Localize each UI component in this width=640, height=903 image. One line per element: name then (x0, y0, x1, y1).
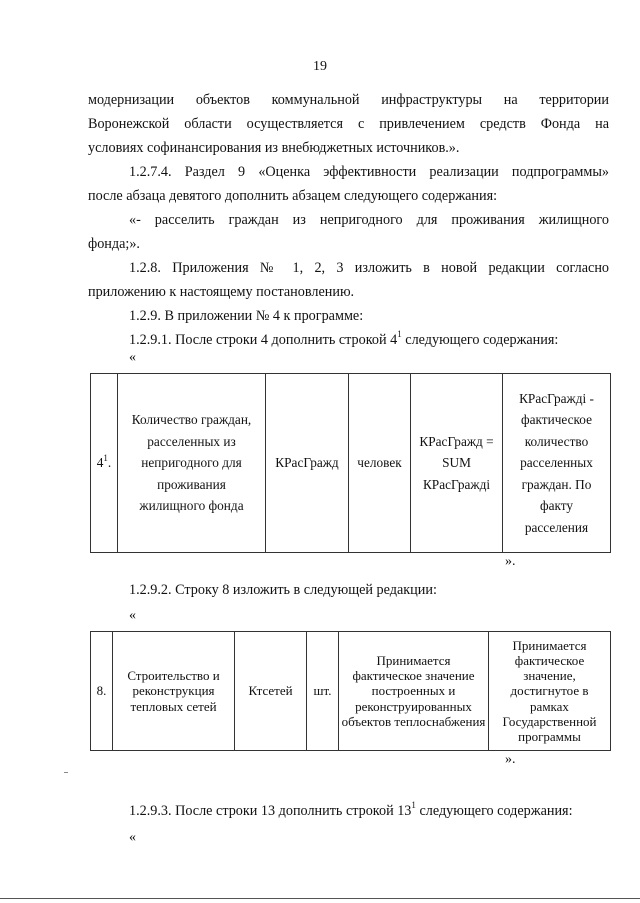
line-text: 1.2.9.1. После строки 4 дополнить строкой 4 (129, 332, 398, 348)
page-number: 19 (313, 59, 327, 74)
indicator-table-row-4-1 (90, 373, 611, 553)
indicator-table-row-8 (90, 631, 611, 751)
description-cell: Принимается фактическое значение, достигнутое в рамках Государственной программы (489, 632, 611, 751)
paragraph-line: 1.2.8. Приложения № 1, 2, 3 изложить в новой редакции согласно (129, 260, 609, 276)
indicator-name-cell: Количество граждан, расселенных из непригодного для проживания жилищного фонда (118, 374, 266, 553)
open-quote: « (129, 608, 136, 623)
paragraph-line (129, 331, 609, 349)
paragraph-line: 1.2.9. В приложении № 4 к программе: (129, 308, 364, 324)
indicator-code-cell: Ктсетей (235, 632, 307, 751)
indicator-code-cell: КРасГражд (266, 374, 349, 553)
superscript: 1 (411, 800, 416, 811)
superscript: 1 (103, 452, 108, 463)
line-text: 1.2.9.3. После строки 13 дополнить строкой 13 (129, 803, 412, 819)
unit-cell: человек (349, 374, 411, 553)
table-row (91, 374, 611, 553)
paragraph-line: 1.2.9.2. Строку 8 изложить в следующей редакции: (129, 582, 437, 598)
open-quote: « (129, 350, 136, 365)
paragraph-line (129, 802, 609, 820)
bottom-edge-line (0, 898, 640, 899)
paragraph-line: 1.2.7.4. Раздел 9 «Оценка эффективности реализации подпрограммы» (129, 164, 609, 180)
formula-cell: Принимается фактическое значение построенных и реконструированных объектов теплоснабжения (339, 632, 489, 751)
line-text: следующего содержания: (401, 332, 559, 348)
description-cell: КРасГражді - фактическое количество расселенных граждан. По факту расселения (503, 374, 611, 553)
unit-cell: шт. (307, 632, 339, 751)
paragraph-line: модернизации объектов коммунальной инфраструктуры на территории (88, 92, 609, 108)
line-text: следующего содержания: (415, 803, 573, 819)
close-quote: ». (505, 554, 516, 569)
paragraph-line: «- расселить граждан из непригодного для проживания жилищного (129, 212, 609, 228)
indicator-name-cell: Строительство и реконструкция тепловых сетей (113, 632, 235, 751)
close-quote: ». (505, 752, 516, 767)
table-row (91, 632, 611, 751)
superscript: 1 (397, 329, 402, 340)
paragraph-line: после абзаца девятого дополнить абзацем следующего содержания: (88, 188, 498, 204)
row-number-cell: $4^1$. (91, 374, 118, 553)
margin-mark (64, 772, 68, 773)
open-quote: « (129, 830, 136, 845)
paragraph-line: фонда;». (88, 236, 140, 252)
paragraph-line: приложению к настоящему постановлению. (88, 284, 355, 300)
row-number-cell: 8. (91, 632, 113, 751)
paragraph-line: условиях софинансирования из внебюджетных источников.». (88, 140, 460, 156)
paragraph-line: Воронежской области осуществляется с привлечением средств Фонда на (88, 116, 609, 132)
formula-cell: КРасГражд = SUM КРасГражді (411, 374, 503, 553)
